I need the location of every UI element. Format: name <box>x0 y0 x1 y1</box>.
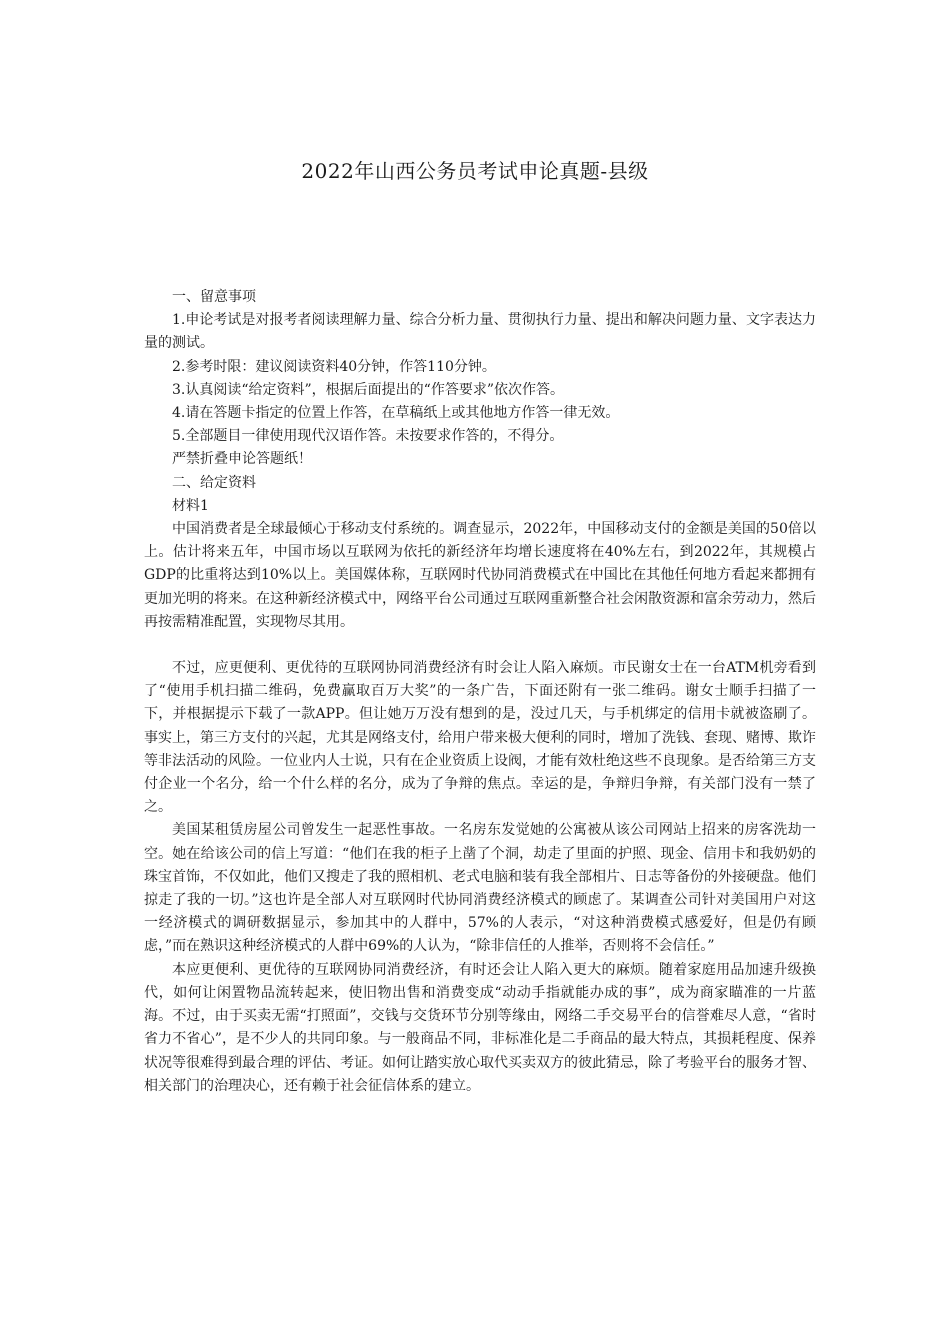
material-paragraph: 本应更便利、更优待的互联网协同消费经济，有时还会让人陷入更大的麻烦。随着家庭用品加速升级换代，如何让闲置物品流转起来，使旧物出售和消费变成“动动手指就能办成的事”，成为商家瞄准的一片蓝海。不过，由于买卖无需“打照面”，交钱与交货环节分别等缘由，网络二手交易平台的信誉难尽人意，“省时省力不省心”，是不少人的共同印象。与一般商品不同，非标准化是二手商品的最大特点，其损耗程度、保养状况等很难得到最合理的评估、考证。如何让踏实放心取代买卖双方的彼此猜忌，除了考验平台的服务才智、相关部门的治理决心，还有赖于社会征信体系的建立。 <box>144 961 816 1094</box>
material-label: 材料1 <box>172 497 209 514</box>
material-paragraph: 中国消费者是全球最倾心于移动支付系统的。调查显示，2022年，中国移动支付的金额是美国的50倍以上。估计将来五年，中国市场以互联网为依托的新经济年均增长速度将在40%左右，到2022年，其规模占GDP的比重将达到10%以上。美国媒体称，互联网时代协同消费模式在中国比在其他任何地方看起来都拥有更加光明的将来。在这种新经济模式中，网络平台公司通过互联网重新整合社会闲散资源和富余劳动力，然后再按需精准配置，实现物尽其用。 <box>144 521 816 630</box>
notice-item-2: 2.参考时限：建议阅读资料40分钟，作答110分钟。 <box>172 358 496 375</box>
section-heading-notice: 一、留意事项 <box>172 289 256 305</box>
document-body <box>144 286 816 1098</box>
notice-item-3: 3.认真阅读“给定资料”，根据后面提出的“作答要求”依次作答。 <box>172 381 564 398</box>
material-paragraph: 美国某租赁房屋公司曾发生一起恶性事故。一名房东发觉她的公寓被从该公司网站上招来的房客洗劫一空。她在给该公司的信上写道：“他们在我的柜子上凿了个洞，劫走了里面的护照、现金、信用卡和我奶奶的珠宝首饰，不仅如此，他们又搜走了我的照相机、老式电脑和装有我全部相片、日志等备份的外接硬盘。他们掠走了我的一切。”这也许是全部人对互联网时代协同消费经济模式的顾虑了。某调查公司针对美国用户对这一经济模式的调研数据显示，参加其中的人群中，57%的人表示，“对这种消费模式感爱好，但是仍有顾虑，”而在熟识这种经济模式的人群中69%的人认为，“除非信任的人推举，否则将不会信任。” <box>144 822 816 955</box>
page-title: 2022年山西公务员考试申论真题-县级 <box>301 159 649 183</box>
material-paragraph: 不过，应更便利、更优待的互联网协同消费经济有时会让人陷入麻烦。市民谢女士在一台ATM机旁看到了“使用手机扫描二维码，免费赢取百万大奖”的一条广告，下面还附有一张二维码。谢女士顺手扫描了一下，并根据提示下载了一款APP。但让她万万没有想到的是，没过几天，与手机绑定的信用卡就被盗刷了。事实上，第三方支付的兴起，尤其是网络支付，给用户带来极大便利的同时，增加了洗钱、套现、赌博、欺诈等非法活动的风险。一位业内人士说，只有在企业资质上设阀，才能有效杜绝这些不良现象。是否给第三方支付企业一个名分，给一个什么样的名分，成为了争辩的焦点。幸运的是，争辩归争辩，有关部门没有一禁了之。 <box>144 660 816 816</box>
notice-item-4: 4.请在答题卡指定的位置上作答，在草稿纸上或其他地方作答一律无效。 <box>172 405 620 422</box>
notice-item-5: 5.全部题目一律使用现代汉语作答。未按要求作答的，不得分。 <box>172 428 564 445</box>
notice-item-1: 1.申论考试是对报考者阅读理解力量、综合分析力量、贯彻执行力量、提出和解决问题力量、文字表达力量的测试。 <box>144 312 816 352</box>
section-heading-materials: 二、给定资料 <box>172 474 256 491</box>
notice-warning: 严禁折叠申论答题纸！ <box>172 451 312 468</box>
